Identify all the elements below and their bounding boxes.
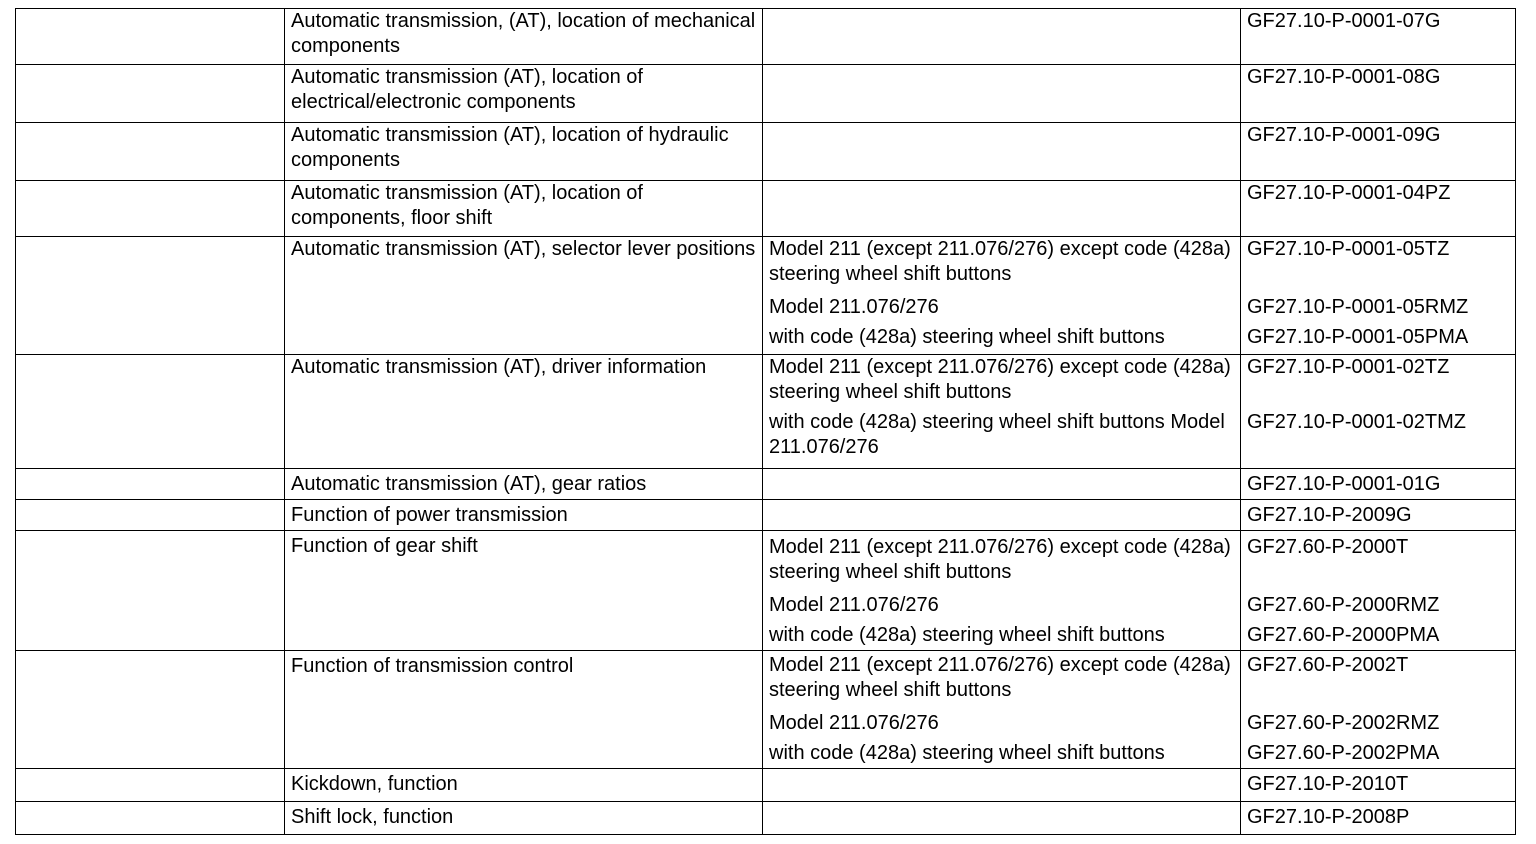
condition-cell bbox=[763, 531, 1241, 651]
condition-text: with code (428a) steering wheel shift buttons bbox=[769, 326, 1165, 348]
topic-cell bbox=[285, 802, 763, 835]
condition-cell bbox=[763, 769, 1241, 802]
document-code: GF27.60-P-2002PMA bbox=[1247, 742, 1440, 764]
table-row bbox=[16, 802, 1516, 835]
topic-title: Automatic transmission (AT), location of components, floor shift bbox=[291, 182, 643, 229]
condition-text: with code (428a) steering wheel shift buttons bbox=[769, 742, 1165, 764]
topic-cell bbox=[285, 469, 763, 500]
table-row bbox=[16, 237, 1516, 355]
document-code: GF27.10-P-0001-05TZ bbox=[1247, 238, 1450, 260]
table-row bbox=[16, 123, 1516, 181]
code-cell bbox=[1241, 500, 1516, 531]
topic-title: Automatic transmission (AT), gear ratios bbox=[291, 473, 647, 495]
table-row bbox=[16, 9, 1516, 65]
condition-cell bbox=[763, 65, 1241, 123]
topic-cell bbox=[285, 769, 763, 802]
document-code: GF27.10-P-0001-01G bbox=[1247, 473, 1441, 495]
topic-cell bbox=[285, 123, 763, 181]
code-cell bbox=[1241, 65, 1516, 123]
topic-title: Function of power transmission bbox=[291, 504, 568, 526]
topic-cell bbox=[285, 500, 763, 531]
document-code: GF27.10-P-0001-08G bbox=[1247, 66, 1441, 88]
table-row bbox=[16, 651, 1516, 769]
table-row bbox=[16, 181, 1516, 237]
empty-cell bbox=[16, 65, 285, 123]
topic-title: Automatic transmission, (AT), location of mechanical components bbox=[291, 10, 756, 57]
empty-cell bbox=[16, 123, 285, 181]
condition-cell bbox=[763, 237, 1241, 355]
empty-cell bbox=[16, 355, 285, 469]
topic-title: Kickdown, function bbox=[291, 773, 458, 795]
code-cell bbox=[1241, 181, 1516, 237]
code-cell bbox=[1241, 651, 1516, 769]
document-code: GF27.60-P-2000T bbox=[1247, 536, 1409, 558]
code-cell bbox=[1241, 237, 1516, 355]
condition-text bbox=[769, 500, 1240, 530]
code-cell bbox=[1241, 769, 1516, 802]
condition-cell bbox=[763, 181, 1241, 237]
empty-cell bbox=[16, 802, 285, 835]
condition-cell bbox=[763, 469, 1241, 500]
empty-cell bbox=[16, 531, 285, 651]
table-row bbox=[16, 769, 1516, 802]
condition-text: Model 211 (except 211.076/276) except code (428a) steering wheel shift buttons bbox=[769, 356, 1231, 403]
topic-cell bbox=[285, 237, 763, 355]
topic-title: Automatic transmission (AT), selector lever positions bbox=[291, 238, 756, 260]
table-row bbox=[16, 531, 1516, 651]
topic-cell bbox=[285, 181, 763, 237]
document-code: GF27.10-P-0001-02TMZ bbox=[1247, 411, 1466, 433]
document-code: GF27.60-P-2000PMA bbox=[1247, 624, 1440, 646]
empty-cell bbox=[16, 181, 285, 237]
topic-cell bbox=[285, 9, 763, 65]
code-cell bbox=[1241, 531, 1516, 651]
document-code: GF27.10-P-0001-09G bbox=[1247, 124, 1441, 146]
condition-text bbox=[769, 802, 1240, 832]
topic-title: Function of transmission control bbox=[291, 655, 574, 677]
topic-title: Automatic transmission (AT), location of electrical/electronic components bbox=[291, 66, 643, 113]
document-code: GF27.10-P-0001-07G bbox=[1247, 10, 1441, 32]
document-code: GF27.60-P-2000RMZ bbox=[1247, 594, 1440, 616]
empty-cell bbox=[16, 769, 285, 802]
empty-cell bbox=[16, 500, 285, 531]
condition-text: with code (428a) steering wheel shift buttons bbox=[769, 624, 1165, 646]
code-cell bbox=[1241, 802, 1516, 835]
condition-text bbox=[769, 769, 1240, 799]
topic-title: Shift lock, function bbox=[291, 806, 454, 828]
empty-cell bbox=[16, 469, 285, 500]
condition-text: Model 211 (except 211.076/276) except code (428a) steering wheel shift buttons bbox=[769, 536, 1231, 583]
condition-text: Model 211.076/276 bbox=[769, 296, 939, 318]
topic-title: Automatic transmission (AT), driver information bbox=[291, 356, 707, 378]
condition-text: Model 211.076/276 bbox=[769, 712, 939, 734]
code-cell bbox=[1241, 355, 1516, 469]
document-code: GF27.10-P-0001-02TZ bbox=[1247, 356, 1450, 378]
condition-text: Model 211 (except 211.076/276) except code (428a) steering wheel shift buttons bbox=[769, 654, 1231, 701]
table-row bbox=[16, 65, 1516, 123]
document-code: GF27.10-P-0001-04PZ bbox=[1247, 182, 1451, 204]
condition-cell bbox=[763, 802, 1241, 835]
condition-text: Model 211.076/276 bbox=[769, 594, 939, 616]
document-code: GF27.60-P-2002RMZ bbox=[1247, 712, 1440, 734]
topic-title: Function of gear shift bbox=[291, 535, 478, 557]
document-table bbox=[15, 8, 1516, 835]
condition-text: Model 211 (except 211.076/276) except code (428a) steering wheel shift buttons bbox=[769, 238, 1231, 285]
topic-cell bbox=[285, 355, 763, 469]
document-code: GF27.10-P-2009G bbox=[1247, 504, 1412, 526]
condition-cell bbox=[763, 355, 1241, 469]
table-row bbox=[16, 355, 1516, 469]
topic-cell bbox=[285, 65, 763, 123]
document-code: GF27.10-P-2008P bbox=[1247, 806, 1410, 828]
condition-text: with code (428a) steering wheel shift buttons Model 211.076/276 bbox=[769, 411, 1225, 458]
condition-cell bbox=[763, 651, 1241, 769]
empty-cell bbox=[16, 651, 285, 769]
table-row bbox=[16, 469, 1516, 500]
code-cell bbox=[1241, 123, 1516, 181]
topic-cell bbox=[285, 651, 763, 769]
code-cell bbox=[1241, 469, 1516, 500]
condition-cell bbox=[763, 500, 1241, 531]
topic-title: Automatic transmission (AT), location of hydraulic components bbox=[291, 124, 729, 171]
document-code: GF27.10-P-2010T bbox=[1247, 773, 1409, 795]
condition-text bbox=[769, 469, 1240, 499]
condition-cell bbox=[763, 9, 1241, 65]
condition-cell bbox=[763, 123, 1241, 181]
document-code: GF27.60-P-2002T bbox=[1247, 654, 1409, 676]
document-code: GF27.10-P-0001-05RMZ bbox=[1247, 296, 1469, 318]
topic-cell bbox=[285, 531, 763, 651]
empty-cell bbox=[16, 237, 285, 355]
code-cell bbox=[1241, 9, 1516, 65]
empty-cell bbox=[16, 9, 285, 65]
table-row bbox=[16, 500, 1516, 531]
document-code: GF27.10-P-0001-05PMA bbox=[1247, 326, 1469, 348]
